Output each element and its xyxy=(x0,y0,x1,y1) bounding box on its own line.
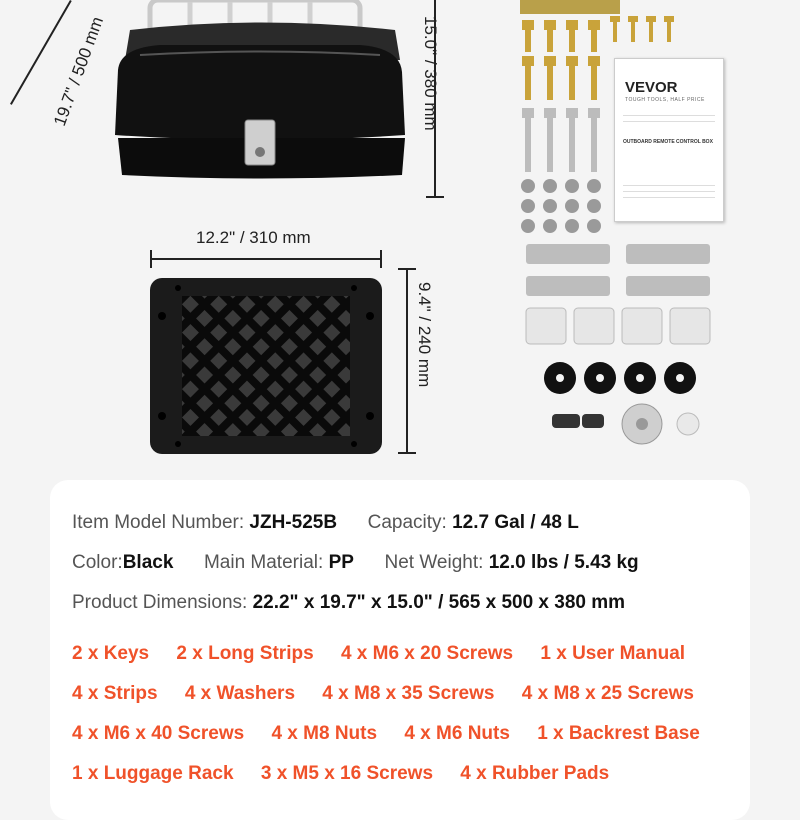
user-manual-image xyxy=(614,58,724,222)
base-depth-label: 9.4" / 240 mm xyxy=(415,282,434,388)
base-width-tick-left xyxy=(150,250,152,268)
dims-value: 22.2" x 19.7" x 15.0" / 565 x 500 x 380 mm xyxy=(252,592,626,613)
accessory-row-4 xyxy=(72,763,631,785)
base-width-label: 12.2" / 310 mm xyxy=(196,228,311,247)
weight-label: Net Weight: xyxy=(384,552,489,573)
spec-row-2 xyxy=(72,552,639,574)
material-label: Main Material: xyxy=(203,552,329,573)
base-depth-tick-top xyxy=(398,268,416,270)
accessory-item: 4 x Strips xyxy=(72,683,158,704)
spec-row-3 xyxy=(72,592,625,614)
accessory-item: 4 x M8 x 35 Screws xyxy=(322,683,495,704)
accessory-item: 4 x Washers xyxy=(184,683,296,704)
capacity-value: 12.7 Gal / 48 L xyxy=(452,512,579,533)
accessory-item: 4 x Rubber Pads xyxy=(460,763,610,784)
model-label: Item Model Number: xyxy=(72,512,250,533)
capacity-label: Capacity: xyxy=(367,512,453,533)
manual-brand: VEVOR xyxy=(625,79,678,96)
accessory-item: 4 x M6 x 40 Screws xyxy=(72,723,245,744)
material-value: PP xyxy=(328,552,354,573)
accessory-item: 2 x Long Strips xyxy=(176,643,314,664)
base-plate-image xyxy=(148,276,384,456)
top-case-image xyxy=(100,0,420,180)
base-depth-tick-bottom xyxy=(398,452,416,454)
accessory-row-1 xyxy=(72,643,707,665)
base-width-dimension-line xyxy=(150,258,382,260)
manual-title: OUTBOARD REMOTE CONTROL BOX xyxy=(623,139,713,145)
accessory-item: 4 x M6 Nuts xyxy=(404,723,510,744)
color-value: Black xyxy=(122,552,174,573)
dims-label: Product Dimensions: xyxy=(72,592,253,613)
weight-value: 12.0 lbs / 5.43 kg xyxy=(488,552,639,573)
color-label: Color: xyxy=(72,552,123,573)
base-width-tick-right xyxy=(380,250,382,268)
accessory-item: 4 x M8 Nuts xyxy=(271,723,378,744)
accessory-item: 1 x Luggage Rack xyxy=(72,763,234,784)
height-dimension-label: 15.0" / 380 mm xyxy=(421,16,440,131)
accessory-item: 2 x Keys xyxy=(72,643,150,664)
base-depth-dimension-line xyxy=(406,268,408,454)
accessory-item: 4 x M8 x 25 Screws xyxy=(521,683,694,704)
depth-dimension-label: 19.7" / 500 mm xyxy=(50,14,108,129)
accessory-item: 1 x Backrest Base xyxy=(537,723,700,744)
accessory-item: 4 x M6 x 20 Screws xyxy=(340,643,514,664)
height-dimension-tick xyxy=(426,196,444,198)
accessory-row-2 xyxy=(72,683,716,705)
accessory-item: 1 x User Manual xyxy=(540,643,686,664)
model-value: JZH-525B xyxy=(249,512,338,533)
accessory-row-3 xyxy=(72,723,722,745)
accessory-item: 3 x M5 x 16 Screws xyxy=(260,763,434,784)
spec-card xyxy=(50,480,750,820)
manual-tagline: TOUGH TOOLS, HALF PRICE xyxy=(625,97,705,103)
spec-row-1 xyxy=(72,512,579,534)
